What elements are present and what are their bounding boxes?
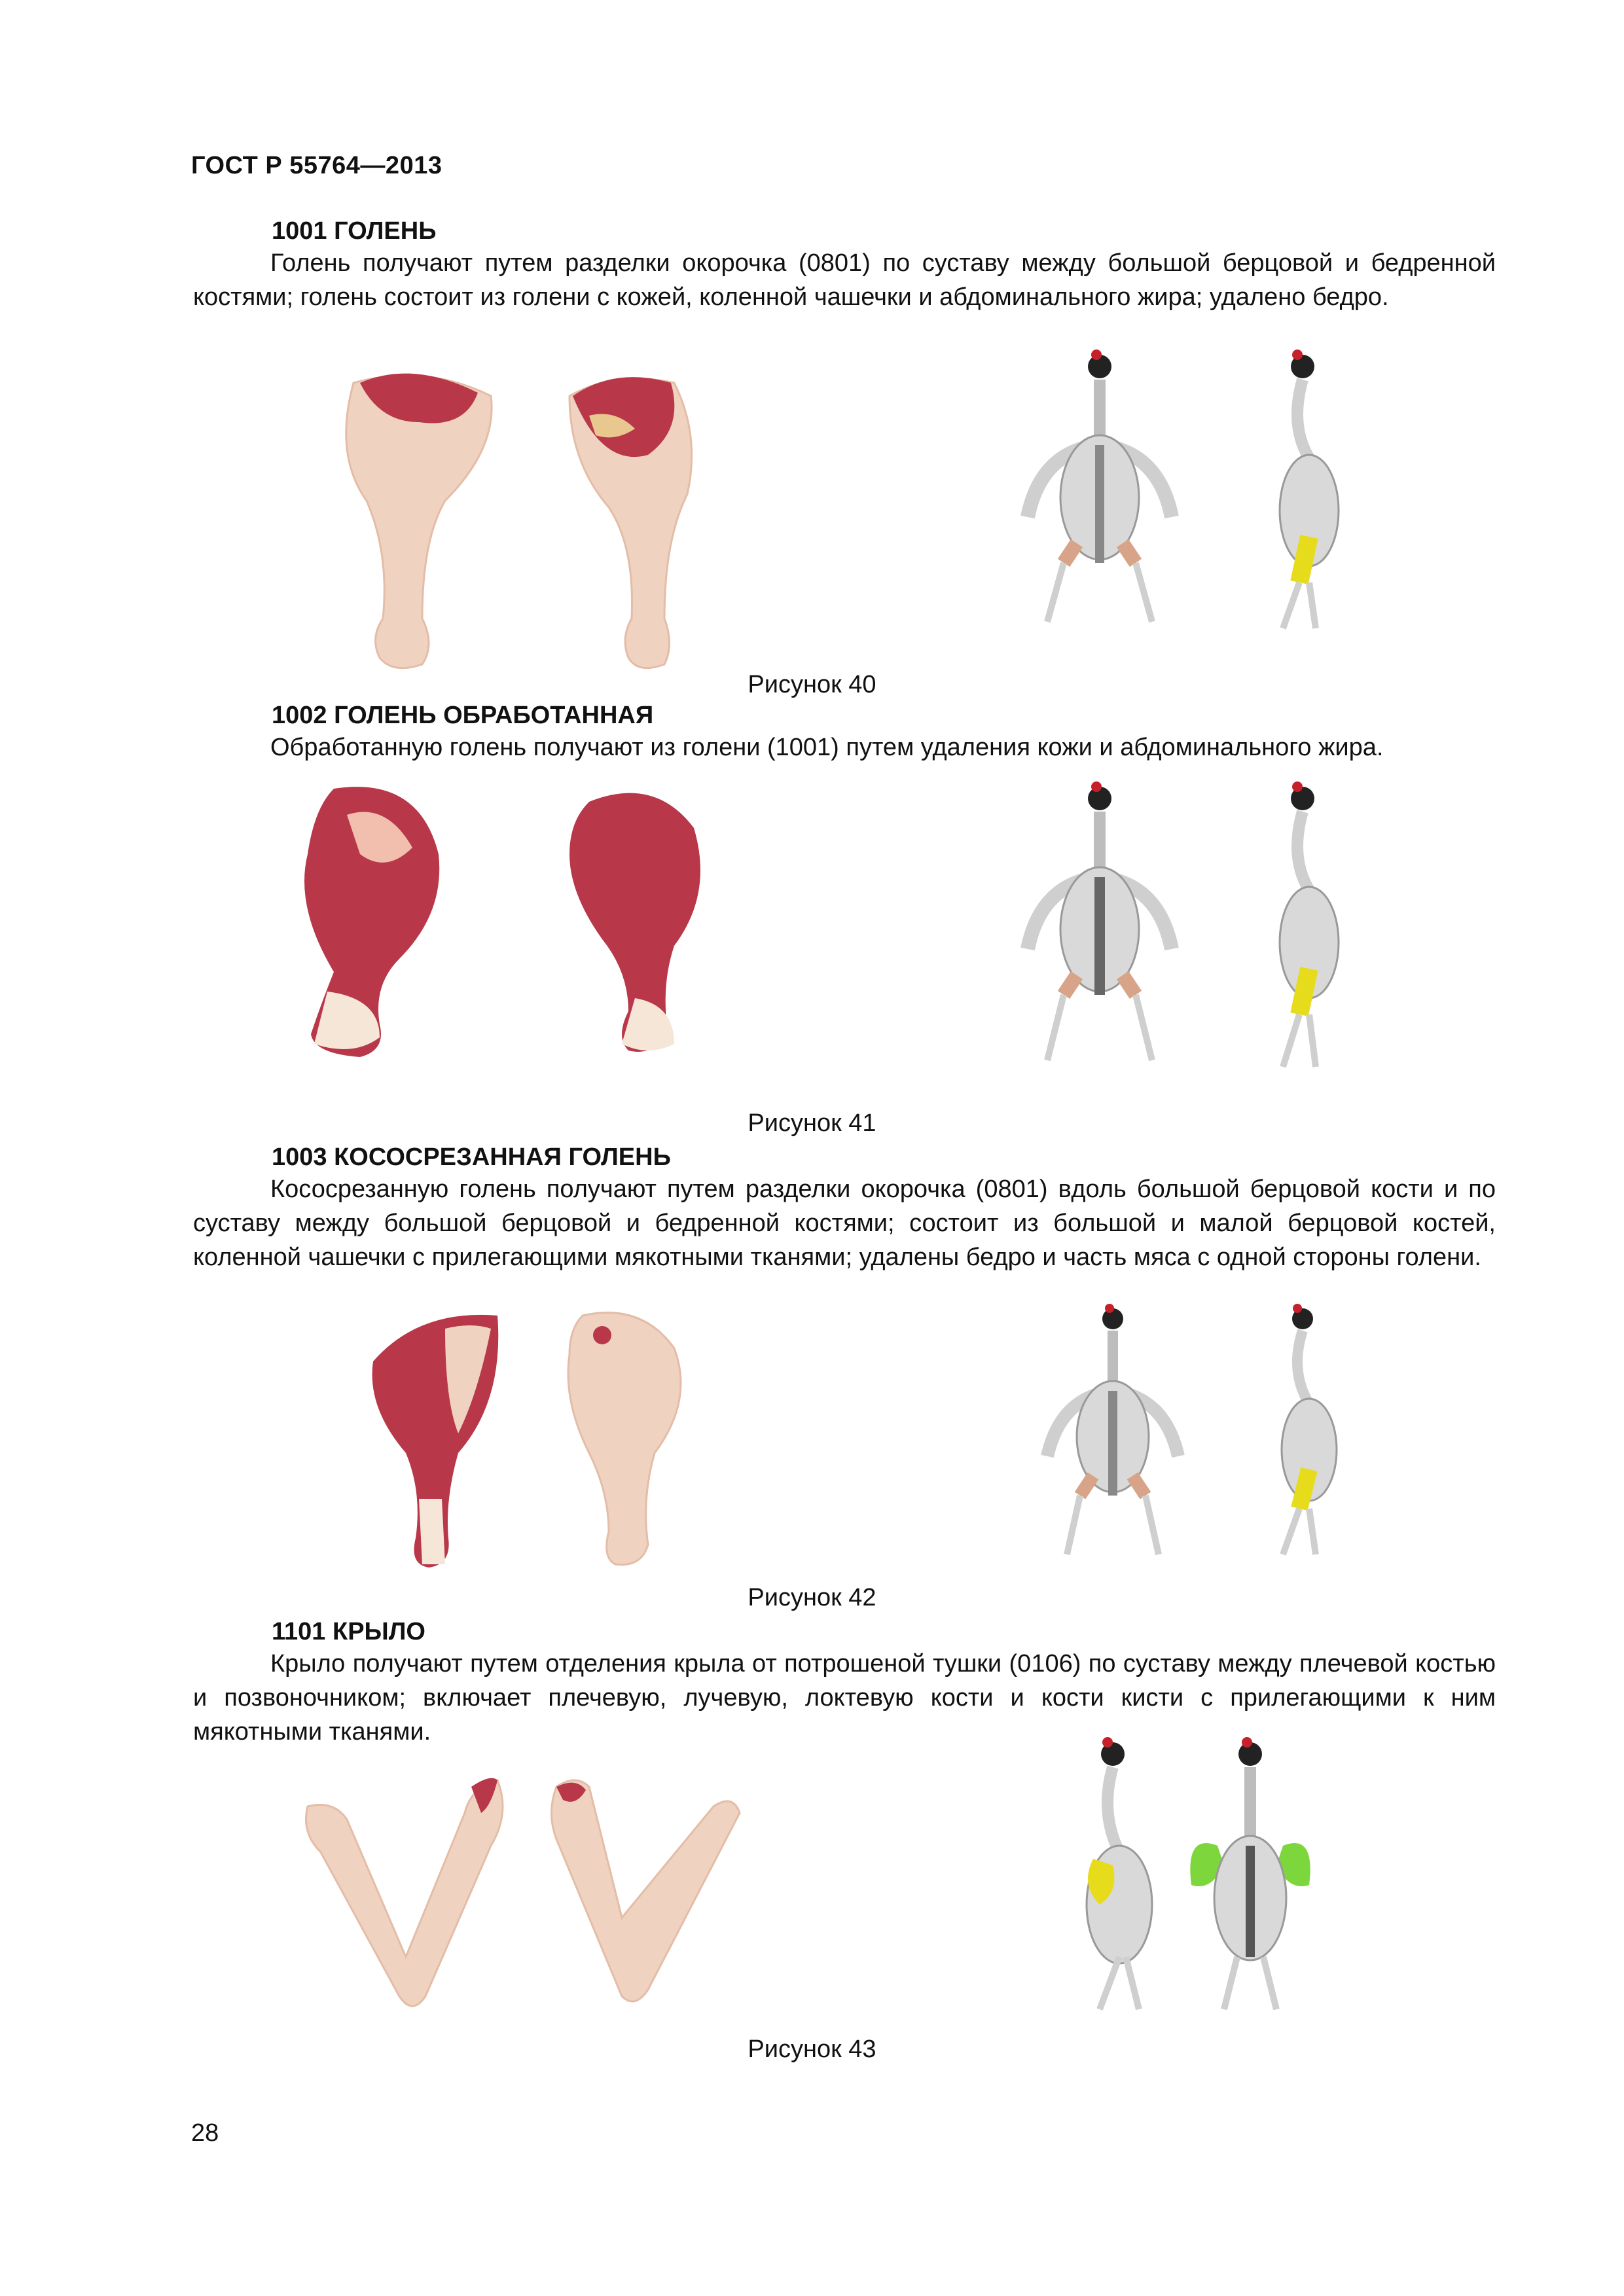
document-header: ГОСТ Р 55764—2013: [191, 152, 442, 179]
skeleton-front-icon: [1190, 1737, 1310, 2009]
section-title: 1003 КОСОСРЕЗАННАЯ ГОЛЕНЬ: [272, 1143, 671, 1171]
section-1002: [193, 700, 1496, 764]
drumstick-skin-right: [569, 377, 692, 668]
section-text: Крыло получают путем отделения крыла от потрошеной тушки (0106) по суставу между плечевой костью и позвоночником; включает плечевую, лучевую, локтевую кости и кости кисти с прилегающими к ним мякотными тканями.: [193, 1650, 1496, 1746]
figure-41-skeleton: [1001, 779, 1407, 1093]
section-text: Кососрезанную голень получают путем разделки окорочка (0801) вдоль большой берцовой кости и по суставу между большой берцовой и бедренной костями; состоит из большой и малой берцовой костей, коленной чашечки с прилегающими мякотными тканями; удалены бедро и часть мяса с одной стороны голени.: [193, 1175, 1496, 1271]
section-title: 1101 КРЫЛО: [272, 1618, 425, 1645]
figure-caption: Рисунок 41: [748, 1109, 876, 1137]
skeleton-side-icon: [1280, 781, 1339, 1067]
figure-caption: Рисунок 42: [748, 1584, 876, 1611]
drumstick-processed-right: [569, 793, 700, 1052]
figure-40-photo: [308, 357, 779, 677]
skeleton-front-icon: [1028, 781, 1172, 1060]
drumstick-oblique-left: [372, 1315, 499, 1568]
drumstick-skin-left: [346, 374, 492, 668]
skeleton-front-icon: [1028, 350, 1172, 622]
figure-42-photo: [367, 1302, 707, 1577]
wing-right: [552, 1780, 740, 2001]
section-title: 1001 ГОЛЕНЬ: [272, 217, 437, 245]
figure-43-photo: [295, 1761, 766, 2022]
skeleton-side-icon: [1280, 350, 1339, 628]
figure-43-skeleton: [1047, 1734, 1362, 2022]
skeleton-front-icon: [1047, 1304, 1178, 1554]
section-1001: [193, 216, 1496, 314]
figure-caption: Рисунок 40: [748, 671, 876, 698]
section-text: Голень получают путем разделки окорочка (0801) по суставу между большой берцовой и бедренной костями; голень состоит из голени с кожей, коленной чашечки и абдоминального жира; удалено бедро.: [193, 249, 1496, 311]
page-number: 28: [191, 2119, 219, 2147]
section-1101: [193, 1617, 1496, 1749]
section-1003: [193, 1142, 1496, 1274]
drumstick-processed-left: [304, 787, 439, 1057]
skeleton-side-icon: [1282, 1304, 1337, 1554]
figure-caption: Рисунок 43: [748, 2036, 876, 2063]
section-text: Обработанную голень получают из голени (1001) путем удаления кожи и абдоминального жира.: [270, 734, 1384, 761]
drumstick-oblique-right: [568, 1313, 681, 1565]
skeleton-side-icon: [1087, 1737, 1152, 2009]
wing-left: [306, 1778, 503, 2006]
section-title: 1002 ГОЛЕНЬ ОБРАБОТАННАЯ: [272, 702, 654, 729]
figure-40-skeleton: [1001, 347, 1407, 655]
figure-42-skeleton: [1028, 1299, 1407, 1574]
figure-41-photo: [288, 776, 772, 1077]
